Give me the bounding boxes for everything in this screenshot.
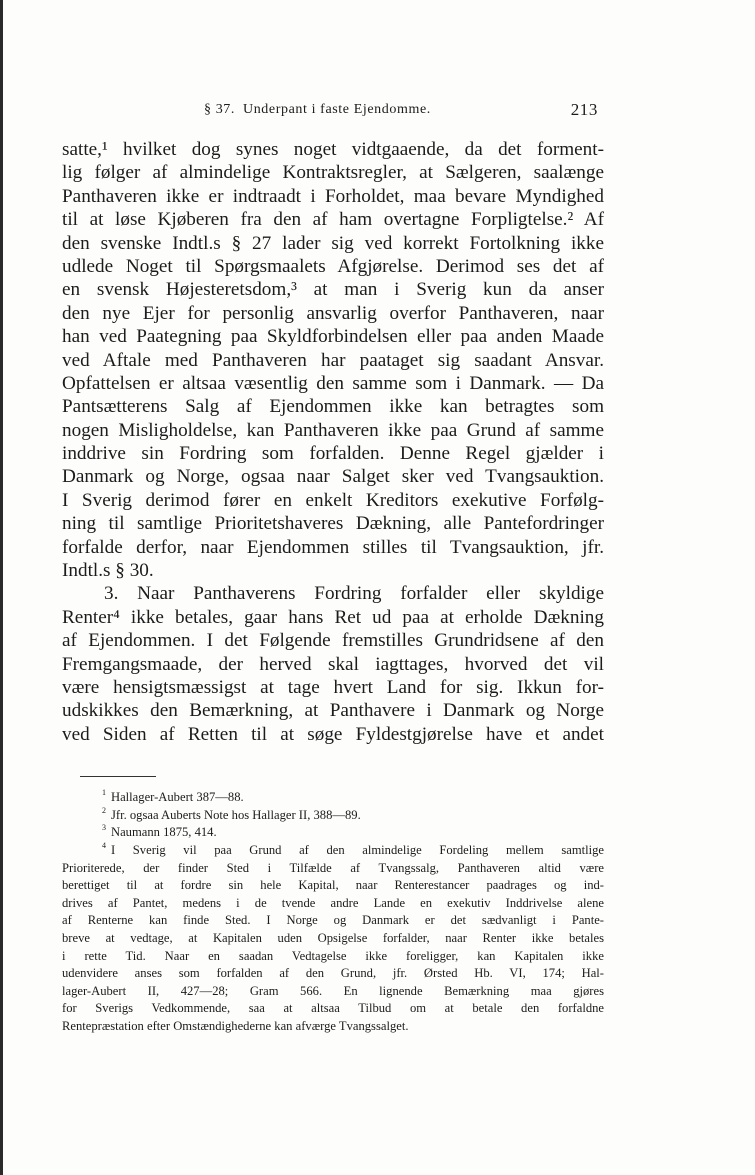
footnote-text: Hallager-Aubert 387—88. [111,790,244,805]
footnotes [62,789,604,1035]
footnote-mark: 4 [102,841,106,850]
footnote-text: Jfr. ogsaa Auberts Note hos Hallager II, 388—89. [111,807,361,822]
footnote-2 [62,807,604,825]
footnote-line: i rette Tid. Naar en saadan Vedtagelse ikke foreligger, kan Kapitalen ikke [62,948,604,963]
footnote-3 [62,824,604,842]
footnote-mark: 2 [102,806,106,815]
text-line: Pantsætterens Salg af Ejendommen ikke kan betragtes som [62,396,604,418]
footnote-text: I Sverig vil paa Grund af den almindelige Fordeling mellem samtlige [111,842,604,857]
text-line: I Sverig derimod fører en enkelt Kreditors exekutive Forfølg- [62,489,604,511]
footnote-divider [80,776,156,777]
footnote-mark: 3 [102,824,106,833]
section-number: § 37. [204,102,235,117]
footnote-4 [62,842,604,860]
text-line: Fremgangsmaade, der herved skal iagttages, hvorved det vil [62,653,604,675]
text-line: den nye Ejer for personlig ansvarlig overfor Panthaveren, naar [62,302,604,324]
footnote-line: udenvidere anses som forfalden af den Grund, jfr. Ørsted Hb. VI, 174; Hal- [62,966,604,981]
text-line: Panthaveren ikke er indtraadt i Forholdet, maa bevare Myndighed [62,185,604,207]
text-line: forfalde derfor, naar Ejendommen stilles til Tvangsauktion, jfr. [62,536,604,558]
text-line: en svensk Højesteretsdom,³ at man i Sverig kun da anser [62,279,604,301]
page-number: 213 [570,100,598,119]
text-line: af Ejendommen. I det Følgende fremstilles Grundridsene af den [62,630,604,652]
footnote-1 [62,789,604,807]
text-line: ning til samtlige Prioritetshaveres Dækning, alle Pantefordringer [62,513,604,535]
footnote-mark: 1 [102,789,106,798]
text-line: udskikkes den Bemærkning, at Panthavere i Danmark og Norge [62,700,604,722]
footnote-line: Prioriterede, der finder Sted i Tilfælde af Tvangssalg, Panthaveren altid være [62,860,604,875]
footnote-text: Naumann 1875, 414. [111,825,217,840]
text-line: Indtl.s § 30. [62,560,154,582]
text-line: 3. Naar Panthaverens Fordring forfalder eller skyldige [104,583,604,605]
running-title [204,102,431,118]
text-line: inddrive sin Fordring som forfalden. Denne Regel gjælder i [62,443,604,465]
footnote-line: drives af Pantet, medens i de tvende andre Lande en exekutiv Inddrivelse alene [62,895,604,910]
text-line: være hensigtsmæssigst at tage hvert Land for sig. Ikkun for- [62,676,604,698]
footnote-line: af Renterne kan finde Sted. I Norge og Danmark er det sædvanligt i Pante- [62,913,604,928]
footnote-line: breve at vedtage, at Kapitalen uden Opsigelse forfalder, naar Renter ikke betales [62,930,604,945]
text-line: ved Aftale med Panthaveren har paataget sig saadant Ansvar. [62,349,604,371]
text-line: lig følger af almindelige Kontraktsregler, at Sælgeren, saalænge [62,162,604,184]
text-line: satte,¹ hvilket dog synes noget vidtgaaende, da det forment- [62,139,604,160]
text-line: han ved Paategning paa Skyldforbindelsen eller paa anden Maade [62,326,604,348]
body-text [62,138,604,746]
text-line: nogen Misligholdelse, kan Panthaveren ikke paa Grund af samme [62,419,604,441]
text-line: Renter⁴ ikke betales, gaar hans Ret ud paa at erholde Dækning [62,606,604,628]
footnote-line: Rentepræstation efter Omstændighederne kan afværge Tvangssalget. [62,1018,409,1033]
text-line: til at løse Kjøberen fra den af ham overtagne Forpligtelse.² Af [62,209,604,231]
running-header [62,96,604,126]
book-page [62,96,604,1035]
footnote-line: lager-Aubert II, 427—28; Gram 566. En lignende Bemærkning maa gjøres [62,983,604,998]
text-line: Opfattelsen er altsaa væsentlig den samme som i Danmark. — Da [62,372,604,394]
section-title: Underpant i faste Ejendomme. [243,102,431,117]
text-line: ved Siden af Retten til at søge Fyldestgjørelse have et andet [62,723,604,745]
footnote-line: for Sverigs Vedkommende, saa at altsaa Tilbud om at betale den forfaldne [62,1001,604,1016]
text-line: udlede Noget til Spørgsmaalets Afgjørelse. Derimod ses det af [62,255,604,277]
text-line: den svenske Indtl.s § 27 lader sig ved korrekt Fortolkning ikke [62,232,604,254]
text-line: Danmark og Norge, ogsaa naar Salget sker ved Tvangsauktion. [62,466,604,488]
footnote-line: berettiget til at fordre sin hele Kapital, naar Renterestancer paadrages og ind- [62,878,604,893]
scan-edge [0,0,3,1175]
